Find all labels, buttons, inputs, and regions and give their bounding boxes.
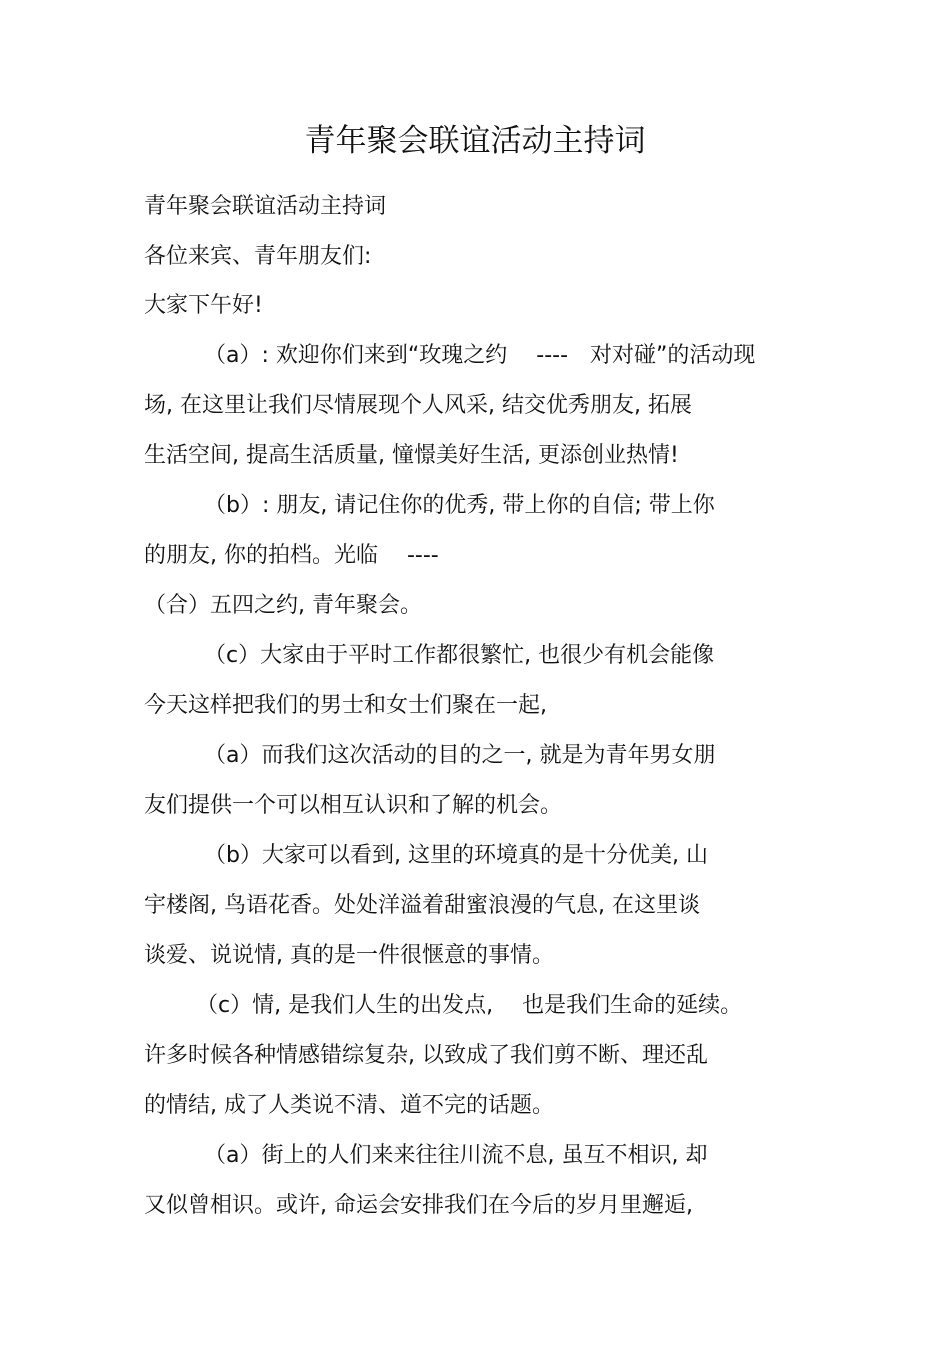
document-title: 青年聚会联谊活动主持词: [304, 123, 646, 159]
paragraph-line: （合）五四之约, 青年聚会。: [144, 593, 422, 618]
greeting-line: 各位来宾、青年朋友们:: [144, 244, 372, 269]
paragraph-line: （c）情, 是我们人生的出发点, 也是我们生命的延续。: [196, 993, 743, 1018]
paragraph-line: （a）而我们这次活动的目的之一, 就是为青年男女朋: [204, 743, 716, 768]
subtitle-line: 青年聚会联谊活动主持词: [144, 194, 387, 219]
paragraph-line: 许多时候各种情感错综复杂, 以致成了我们剪不断、理还乱: [144, 1043, 708, 1068]
paragraph-line: 谈爱、说说情, 真的是一件很惬意的事情。: [144, 943, 554, 968]
paragraph-line: （c）大家由于平时工作都很繁忙, 也很少有机会能像: [204, 643, 715, 668]
paragraph-line: 生活空间, 提高生活质量, 憧憬美好生活, 更添创业热情!: [144, 443, 679, 468]
paragraph-line: 又似曾相识。或许, 命运会安排我们在今后的岁月里邂逅,: [144, 1193, 693, 1218]
paragraph-line: 今天这样把我们的男士和女士们聚在一起,: [144, 693, 547, 718]
paragraph-line: （a）街上的人们来来往往川流不息, 虽互不相识, 却: [204, 1143, 708, 1168]
paragraph-line: （a）: 欢迎你们来到“玫瑰之约 ---- 对对碰”的活动现: [204, 343, 756, 368]
paragraph-line: 友们提供一个可以相互认识和了解的机会。: [144, 793, 563, 818]
paragraph-line: 场, 在这里让我们尽情展现个人风采, 结交优秀朋友, 拓展: [144, 393, 692, 418]
paragraph-line: （b）大家可以看到, 这里的环境真的是十分优美, 山: [204, 843, 708, 868]
greeting-line: 大家下午好!: [144, 293, 263, 318]
paragraph-line: 的朋友, 你的拍档。光临 ----: [144, 543, 439, 568]
paragraph-line: （b）: 朋友, 请记住你的优秀, 带上你的自信; 带上你: [204, 493, 715, 518]
paragraph-line: 宇楼阁, 鸟语花香。处处洋溢着甜蜜浪漫的气息, 在这里谈: [144, 893, 700, 918]
paragraph-line: 的情结, 成了人类说不清、道不完的话题。: [144, 1093, 554, 1118]
